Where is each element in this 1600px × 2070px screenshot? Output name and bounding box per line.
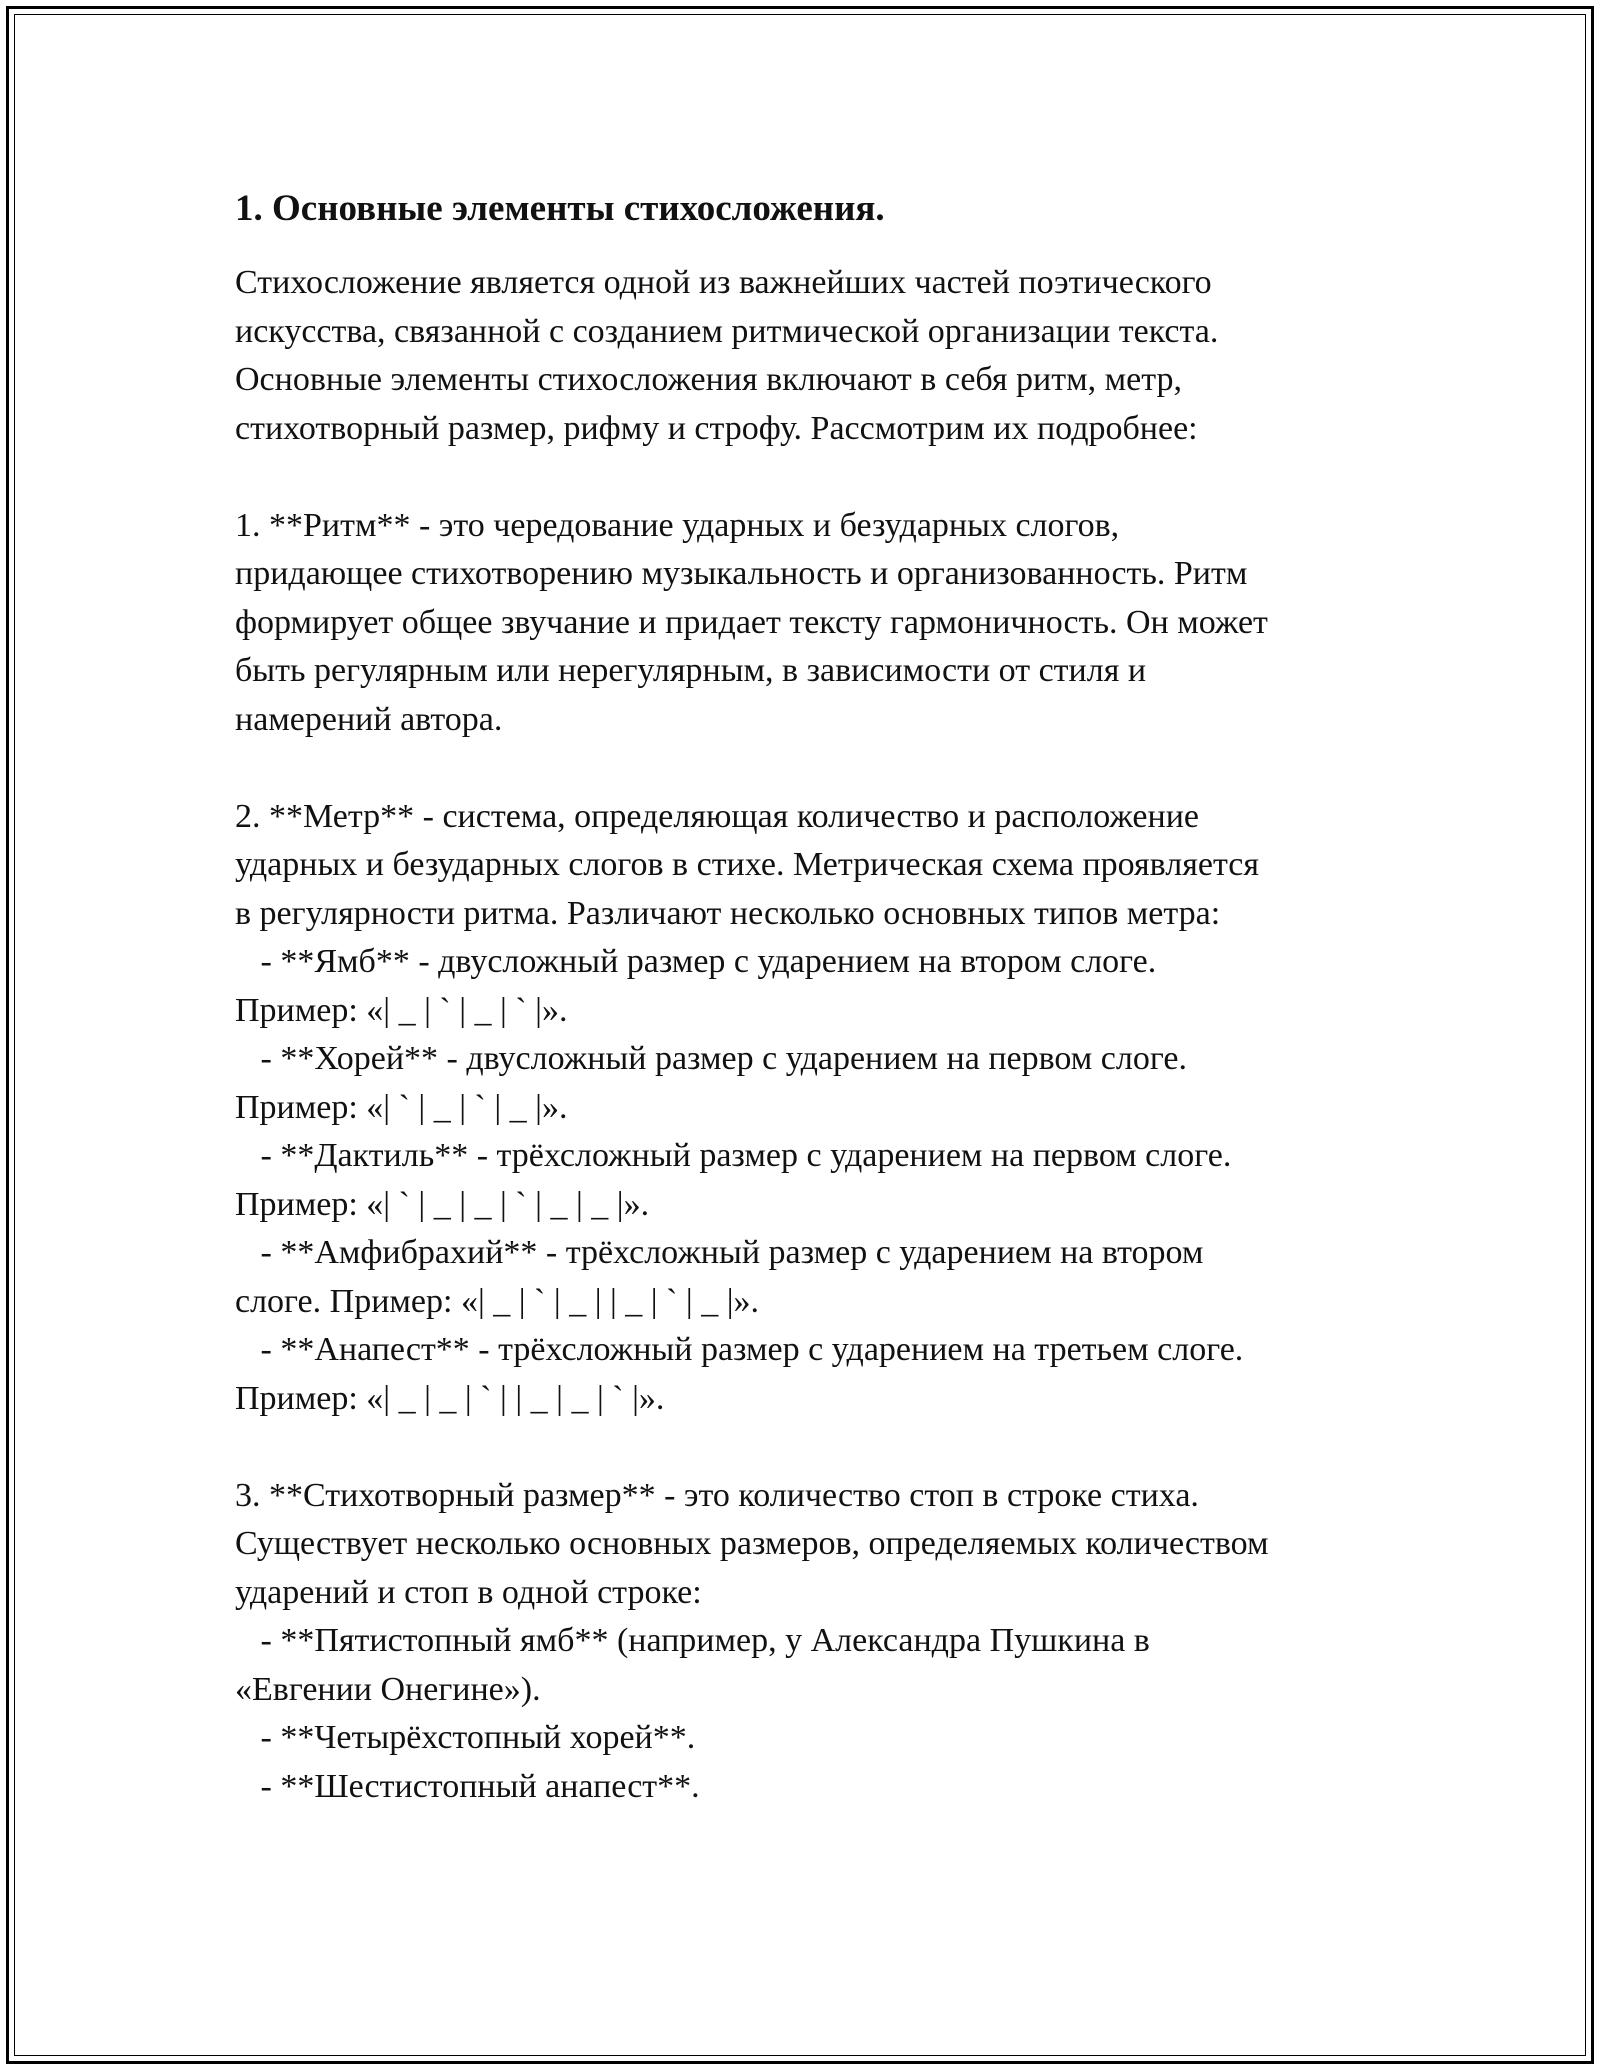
section-title: 1. Основные элементы стихосложения. [235,188,885,229]
paragraph-meter: 2. **Метр** - система, определяющая количество и расположение ударных и безударных слогов в стихе. Метрическая схема проявляется в регулярности ритма. Различают несколько основных типов метра: - **Ямб** - двусложный размер с ударением на втором слоге. Пример: «| _ | ` | _ | ` |». - **Хорей** - двусложный размер с ударением на первом слоге. Пример: «| ` | _ | ` | _ |». - **Дактиль** - трёхсложный размер с ударением на первом слоге. Пример: «| ` | _ | _ | ` | _ | _ |». - **Амфибрахий** - трёхсложный размер с ударением на втором слоге. Пример: «| _ | ` | _ | | _ | ` | _ |». - **Анапест** - трёхсложный размер с ударением на третьем слоге. Пример: «| _ | _ | ` | | _ | _ | ` |». [235,797,1259,1417]
paragraph-intro: Стихосложение является одной из важнейших частей поэтического искусства, связанной с созданием ритмической организации текста. Основные элементы стихосложения включают в себя ритм, метр, стихотворный размер, рифму и строфу. Рассмотрим их подробнее: [235,264,1219,447]
paragraph-verse-size: 3. **Стихотворный размер** - это количество стоп в строке стиха. Существует несколько основных размеров, определяемых количеством ударений и стоп в одной строке: - **Пятистопный ямб** (например, у Александра Пушкина в «Евгении Онегине»). - **Четырёхстопный хорей**. - **Шестистопный анапест**. [235,1476,1269,1805]
document-body [235,185,1415,1811]
paragraph-rhythm: 1. **Ритм** - это чередование ударных и безударных слогов, придающее стихотворению музыкальность и организованность. Ритм формирует общее звучание и придает тексту гармоничность. Он может быть регулярным или нерегулярным, в зависимости от стиля и намерений автора. [235,506,1268,738]
